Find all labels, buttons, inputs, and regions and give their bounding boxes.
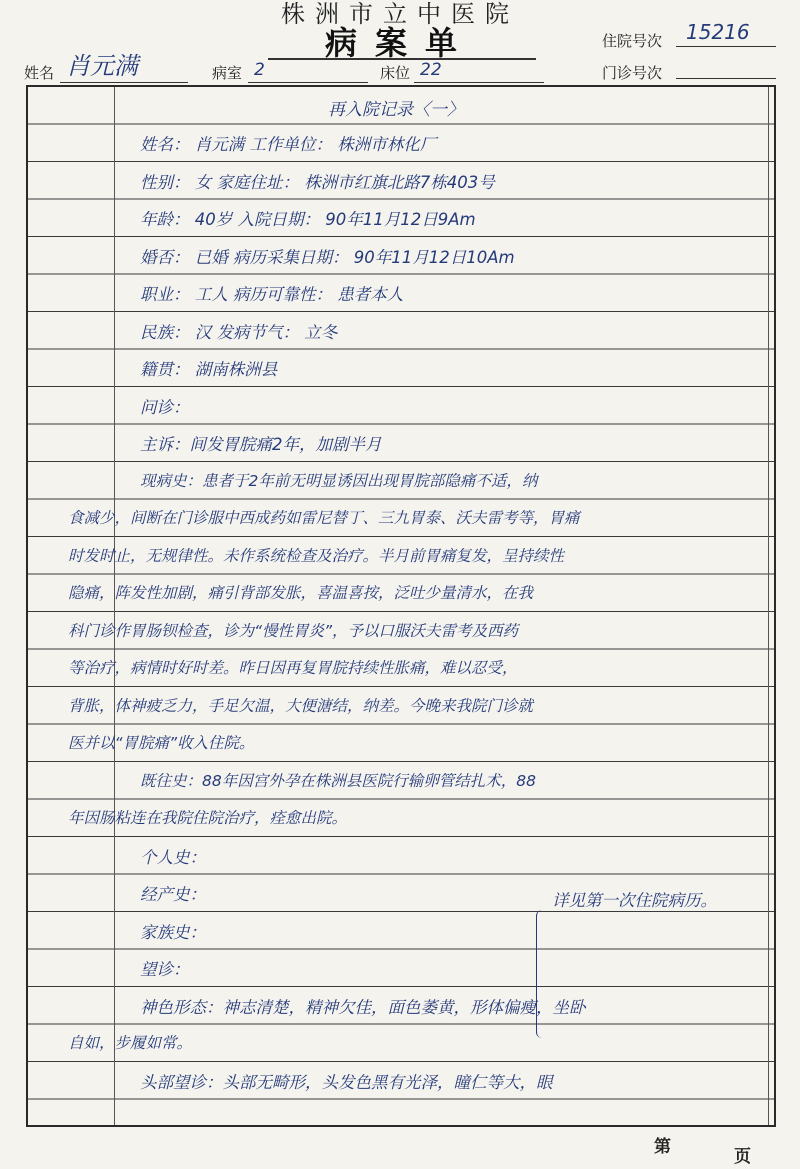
record-title: 再入院记录〈一〉 — [328, 100, 464, 120]
inpatient-label: 住院号次 — [602, 32, 663, 50]
record-line: 经产史： — [140, 885, 206, 904]
ward-underline — [248, 82, 368, 83]
bracket-note: 详见第一次住院病历。 — [552, 891, 717, 910]
record-line: 神色形态：神志清楚，精神欠佳，面色萎黄，形体偏瘦，坐卧 — [140, 997, 586, 1017]
ward-label: 病室 — [212, 64, 243, 82]
name-underline — [60, 82, 188, 83]
ward-value: 2 — [254, 60, 265, 80]
record-line: 医并以“胃脘痛”收入住院。 — [68, 734, 255, 752]
page-label: 第 — [654, 1137, 671, 1157]
right-margin-line — [768, 87, 769, 1125]
outpatient-label: 门诊号次 — [602, 64, 663, 82]
inpatient-underline — [676, 46, 776, 47]
record-line: 性别： 女 家庭住址： 株洲市红旗北路7栋403号 — [140, 172, 495, 192]
record-line: 姓名： 肖元满 工作单位： 株洲市林化厂 — [140, 135, 437, 154]
page-suffix: 页 — [734, 1147, 751, 1167]
record-line: 既往史：88年因宫外孕在株洲县医院行输卵管结扎术，88 — [140, 771, 536, 790]
record-line: 背胀，体神疲乏力，手足欠温，大便溏结，纳差。今晚来我院门诊就 — [68, 696, 534, 715]
record-line: 婚否： 已婚 病历采集日期： 90年11月12日10Am — [140, 247, 515, 267]
record-line: 民族： 汉 发病节气： 立冬 — [140, 322, 338, 342]
record-line: 食减少，间断在门诊服中西成药如雷尼替丁、三九胃泰、沃夫雷考等，胃痛 — [68, 509, 580, 527]
record-line: 隐痛，阵发性加剧，痛引背部发胀，喜温喜按，泛吐少量清水，在我 — [68, 584, 534, 602]
bracket — [536, 910, 545, 1038]
record-line: 职业： 工人 病历可靠性： 患者本人 — [140, 285, 404, 304]
record-line: 年因肠粘连在我院住院治疗，痊愈出院。 — [68, 809, 348, 827]
record-line: 籍贯： 湖南株洲县 — [140, 360, 278, 379]
ruled-form — [26, 85, 776, 1127]
inpatient-number: 15216 — [686, 20, 750, 44]
record-line: 年龄： 40岁 入院日期： 90年11月12日9Am — [140, 210, 476, 229]
name-value: 肖元满 — [66, 52, 138, 80]
outpatient-underline — [676, 78, 776, 79]
record-line: 问诊： — [140, 397, 190, 417]
record-line: 头部望诊：头部无畸形，头发色黑有光泽，瞳仁等大，眼 — [140, 1072, 553, 1092]
record-line: 自如，步履如常。 — [68, 1034, 193, 1052]
record-line: 等治疗，病情时好时差。昨日因再复胃脘持续性胀痛，难以忍受， — [68, 659, 518, 677]
record-line: 科门诊作胃肠钡检查，诊为“慢性胃炎”，予以口服沃夫雷考及西药 — [68, 621, 519, 640]
record-line: 现病史：患者于2年前无明显诱因出现胃脘部隐痛不适，纳 — [140, 471, 538, 490]
bed-underline — [414, 82, 544, 83]
title-underline — [268, 58, 536, 60]
record-line: 望诊： — [140, 960, 190, 979]
bed-value: 22 — [420, 60, 442, 80]
record-line: 主诉：间发胃脘痛2年，加剧半月 — [140, 435, 382, 454]
left-margin-line — [114, 87, 115, 1125]
record-line: 家族史： — [140, 922, 206, 942]
form-title: 病案单 — [324, 24, 475, 62]
hospital-name: 株洲市立中医院 — [281, 0, 519, 28]
bed-label: 床位 — [380, 64, 411, 82]
name-label: 姓名 — [24, 64, 55, 82]
record-line: 时发时止，无规律性。未作系统检查及治疗。半月前胃痛复发，呈持续性 — [68, 546, 565, 565]
record-line: 个人史： — [140, 847, 206, 867]
